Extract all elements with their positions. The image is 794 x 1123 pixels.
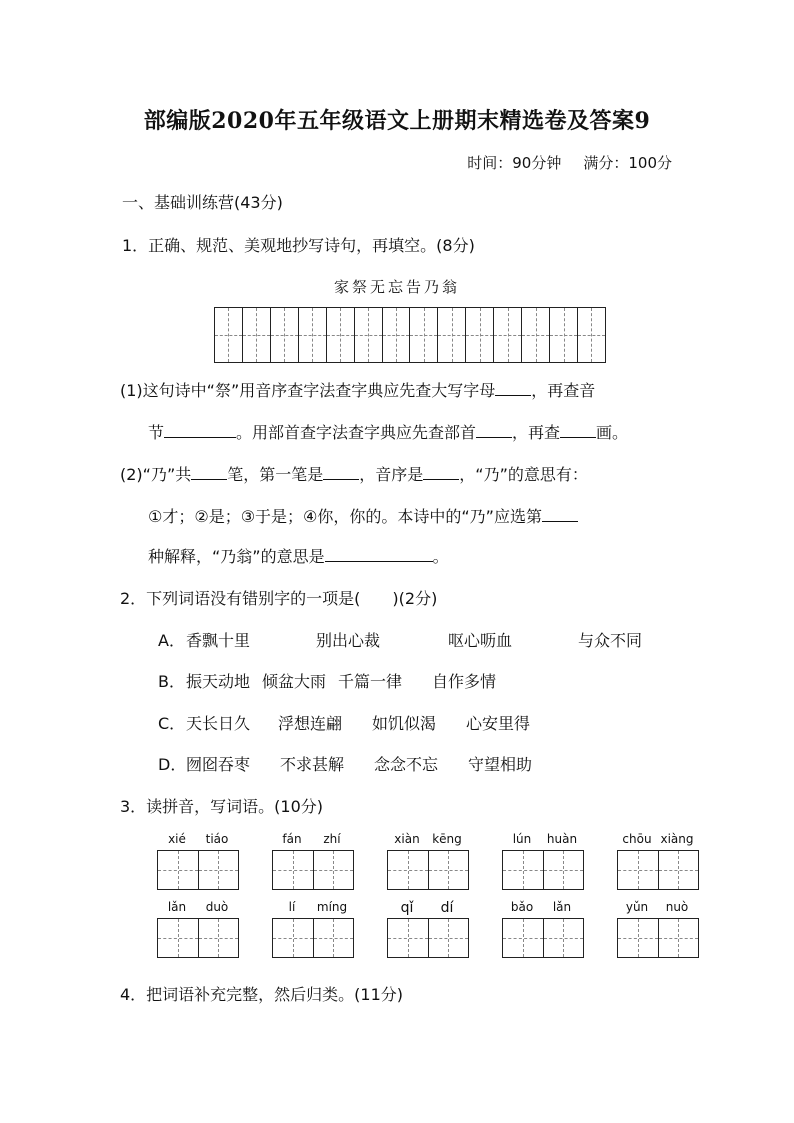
grid-cell[interactable] (494, 308, 522, 362)
option-label: C． (158, 714, 186, 733)
grid-cell[interactable] (271, 308, 299, 362)
pinyin-syllable: qǐ (400, 900, 414, 916)
grid-cell[interactable] (243, 308, 271, 362)
grid-cell[interactable] (383, 308, 411, 362)
grid-cell[interactable] (410, 308, 438, 362)
char-cell[interactable] (503, 919, 544, 957)
pinyin-syllable: fán (282, 832, 302, 846)
grid-cell[interactable] (522, 308, 550, 362)
grid-cell[interactable] (438, 308, 466, 362)
pinyin-syllable: kēng (432, 832, 462, 846)
q1-part1-line2 (148, 420, 628, 443)
option-word: 香飘十里 (186, 631, 251, 650)
option-word: 倾盆大雨 (262, 672, 327, 691)
option-word: 心安里得 (466, 714, 531, 733)
char-cell[interactable] (199, 851, 239, 889)
answer-blank[interactable] (164, 423, 236, 438)
answer-blank[interactable] (323, 465, 359, 480)
option-word: 千篇一律 (338, 672, 403, 691)
time-limit: 时间：90分钟 (467, 154, 562, 172)
answer-blank[interactable] (191, 465, 227, 480)
option-word: 如饥似渴 (372, 714, 437, 733)
pinyin-syllable: nuò (665, 900, 689, 914)
option-word: 浮想连翩 (278, 714, 343, 733)
char-cell[interactable] (388, 919, 429, 957)
char-cell[interactable] (158, 919, 199, 957)
grid-cell[interactable] (466, 308, 494, 362)
char-cell[interactable] (273, 851, 314, 889)
q1-text: 笔，第一笔是 (227, 465, 324, 484)
answer-blank[interactable] (476, 423, 512, 438)
page-title: 部编版2020年五年级语文上册期末精选卷及答案9 (143, 108, 651, 134)
char-cell[interactable] (314, 851, 354, 889)
question-3-title: 3．读拼音，写词语。(10分) (120, 797, 324, 816)
answer-blank[interactable] (325, 547, 433, 562)
q1-text: (1)这句诗中“祭”用音序查字法查字典应先查大写字母 (120, 381, 496, 400)
pinyin-syllable: xiàn (394, 832, 420, 846)
full-score: 满分：100分 (583, 154, 672, 172)
pinyin-syllable: duò (205, 900, 229, 914)
pinyin-syllable: xiàng (660, 832, 694, 846)
q1-text: 画。 (596, 423, 629, 442)
option-word: 天长日久 (186, 714, 251, 733)
pinyin-syllable: lí (288, 900, 296, 914)
option-word: 念念不忘 (374, 755, 439, 774)
answer-blank[interactable] (542, 507, 578, 522)
q1-text: 节 (148, 423, 165, 442)
option-label: B． (158, 672, 185, 691)
grid-cell[interactable] (578, 308, 605, 362)
pinyin-syllable: chōu (622, 832, 652, 846)
q1-text: (2)“乃”共 (120, 465, 192, 484)
answer-blank[interactable] (423, 465, 459, 480)
exam-meta (467, 152, 672, 173)
char-cell[interactable] (659, 919, 699, 957)
option-word: 守望相助 (468, 755, 533, 774)
q1-part1-line1 (120, 378, 595, 401)
char-cell[interactable] (273, 919, 314, 957)
q1-text: 。 (432, 547, 449, 566)
char-cell[interactable] (429, 851, 469, 889)
option-word: 呕心呖血 (448, 631, 513, 650)
option-word: 不求甚解 (280, 755, 345, 774)
pinyin-syllable: lún (512, 832, 532, 846)
char-cell[interactable] (618, 851, 659, 889)
option-a[interactable] (158, 628, 642, 651)
q1-text: ，再查音 (531, 381, 596, 400)
pinyin-syllable: huàn (546, 832, 578, 846)
option-word: 别出心裁 (316, 631, 381, 650)
pinyin-syllable: lǎn (552, 900, 572, 914)
pinyin-syllable: dí (440, 900, 454, 916)
grid-cell[interactable] (327, 308, 355, 362)
poem-line: 家祭无忘告乃翁 (333, 278, 460, 296)
answer-blank[interactable] (560, 423, 596, 438)
q1-part2-line1 (120, 462, 588, 485)
q1-text: ，“乃”的意思有： (459, 465, 588, 484)
question-1-title: 1．正确、规范、美观地抄写诗句，再填空。(8分) (122, 236, 475, 255)
char-cell[interactable] (314, 919, 354, 957)
q1-part2-line3 (148, 544, 449, 567)
option-word: 自作多情 (432, 672, 497, 691)
section-heading: 一、基础训练营(43分) (122, 193, 283, 212)
char-cell[interactable] (544, 919, 584, 957)
char-cell[interactable] (199, 919, 239, 957)
option-d[interactable] (158, 752, 532, 775)
char-cell[interactable] (388, 851, 429, 889)
grid-cell[interactable] (215, 308, 243, 362)
writing-grid[interactable] (214, 307, 606, 363)
q1-text: ，音序是 (359, 465, 424, 484)
pinyin-syllable: yǔn (625, 900, 649, 914)
pinyin-syllable: tiáo (205, 832, 229, 846)
q1-part2-line2 (148, 504, 578, 527)
pinyin-syllable: xié (168, 832, 186, 846)
answer-blank[interactable] (495, 381, 531, 396)
char-cell[interactable] (659, 851, 699, 889)
grid-cell[interactable] (550, 308, 578, 362)
question-4-title: 4．把词语补充完整，然后归类。(11分) (120, 985, 404, 1004)
option-word: 与众不同 (578, 631, 643, 650)
option-label: D． (158, 755, 187, 774)
pinyin-syllable: bǎo (510, 900, 534, 914)
q1-text: 。用部首查字法查字典应先查部首 (236, 423, 477, 442)
pinyin-syllable: míng (316, 900, 348, 914)
q1-text: ，再查 (512, 423, 561, 442)
option-c[interactable] (158, 711, 530, 734)
char-cell[interactable] (618, 919, 659, 957)
q1-text: ①才；②是；③于是；④你，你的。本诗中的“乃”应选第 (148, 507, 542, 526)
option-b[interactable] (158, 669, 496, 692)
grid-cell[interactable] (355, 308, 383, 362)
pinyin-syllable: zhí (323, 832, 341, 846)
char-cell[interactable] (429, 919, 469, 957)
option-word: 振天动地 (186, 672, 251, 691)
option-word: 囫囵吞枣 (186, 755, 251, 774)
char-cell[interactable] (158, 851, 199, 889)
char-cell[interactable] (503, 851, 544, 889)
pinyin-syllable: lǎn (167, 900, 187, 914)
option-label: A． (158, 631, 185, 650)
char-cell[interactable] (544, 851, 584, 889)
question-2-title: 2．下列词语没有错别字的一项是( )(2分) (120, 589, 438, 608)
q1-text: 种解释，“乃翁”的意思是 (148, 547, 325, 566)
grid-cell[interactable] (299, 308, 327, 362)
